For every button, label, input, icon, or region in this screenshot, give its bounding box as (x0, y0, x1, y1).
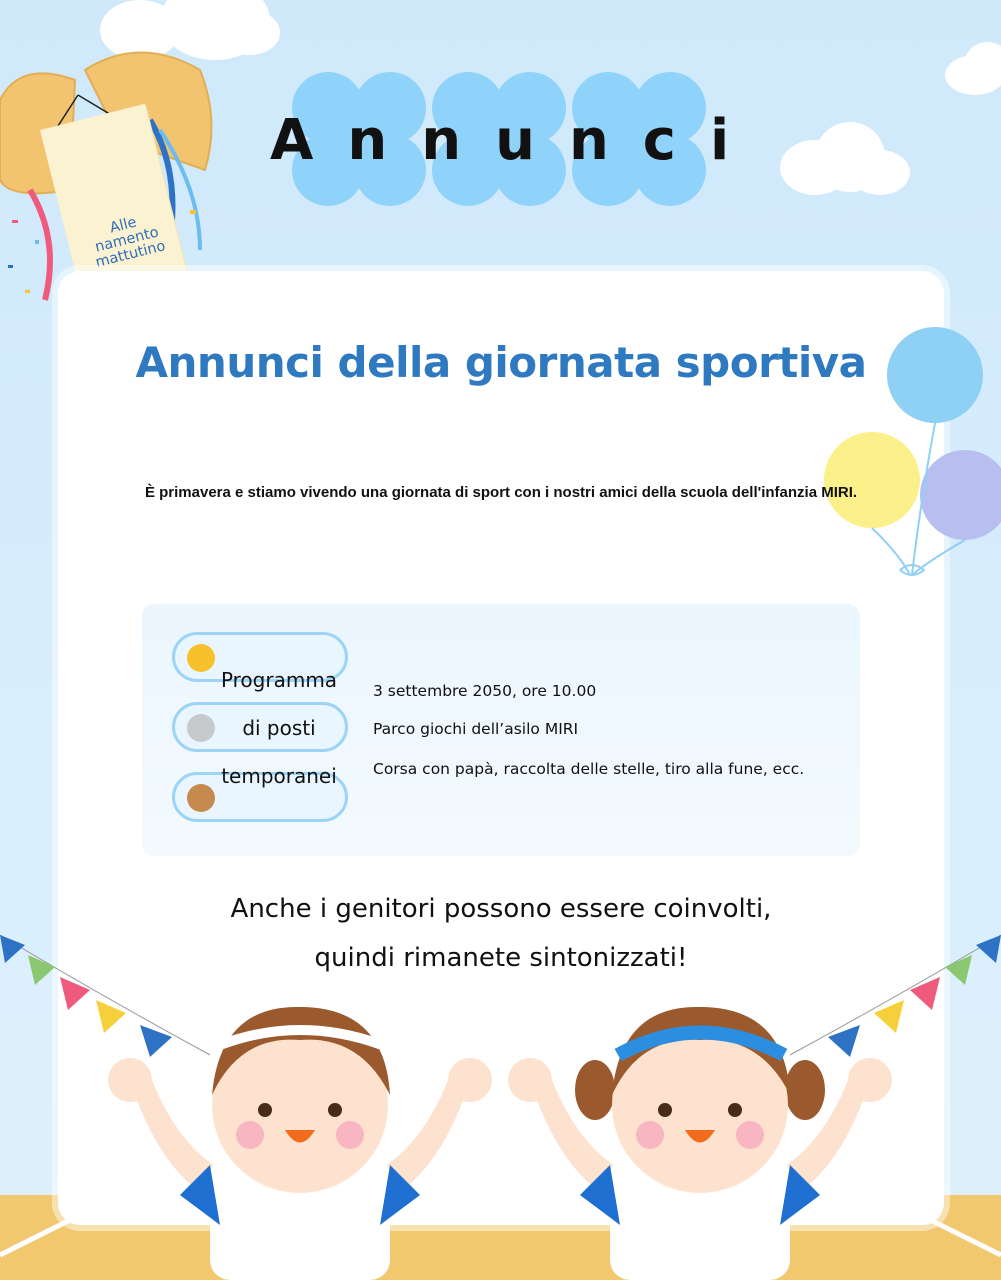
closing-line-2: quindi rimanete sintonizzati! (314, 943, 688, 973)
main-title: Annunci della giornata sportiva (135, 338, 867, 387)
cheering-children-illustration (100, 995, 900, 1280)
scroll-banner-text: Alle namento mattutino (93, 214, 168, 271)
closing-line-1: Anche i genitori possono essere coinvolti, (230, 894, 772, 924)
info-detail-date: 3 settembre 2050, ore 10.00 (373, 682, 597, 700)
bronze-medal-icon (187, 784, 215, 812)
info-label-3: temporanei (221, 764, 337, 788)
info-detail-activities: Corsa con papà, raccolta delle stelle, tiro alla fune, ecc. (373, 760, 805, 778)
info-label-1: Programma (220, 668, 338, 692)
header-title: Annunci (270, 108, 764, 173)
info-detail-place: Parco giochi dell’asilo MIRI (373, 720, 579, 738)
intro-text: È primavera e stiamo vivendo una giornata di sport con i nostri amici della scuola dell'infanzia MIRI. (144, 484, 858, 501)
info-label-2: di posti (242, 716, 316, 740)
